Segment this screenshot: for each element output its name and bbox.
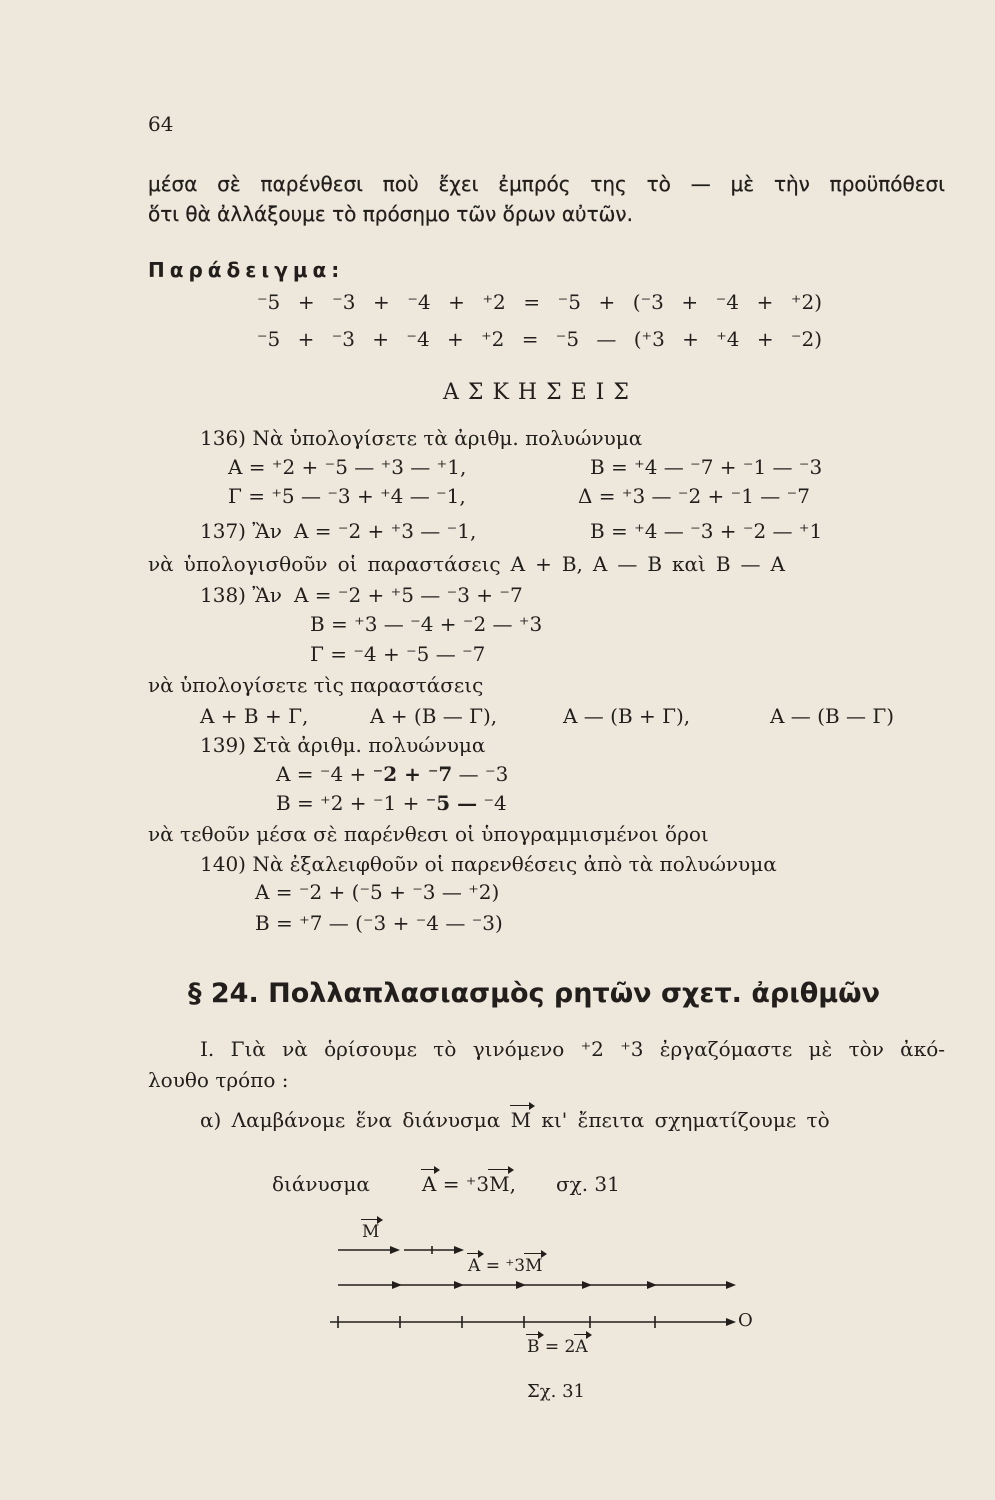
exercise-139-b-start: Β = ⁺2 + ⁻1 + xyxy=(276,791,426,815)
figure-label-m xyxy=(362,1222,379,1242)
exercise-137-prompt: 137) Ἂν xyxy=(200,519,282,543)
exercise-136-g: Γ = ⁺5 — ⁻3 + ⁺4 — ⁻1, xyxy=(228,484,466,508)
line-arrowhead xyxy=(726,1281,736,1289)
exercise-139-a-start: Α = ⁻4 + xyxy=(276,762,373,786)
section-paragraph-line-1: Ι. Γιὰ νὰ ὁρίσουμε τὸ γινόμενο ⁺2 ⁺3 ἐργαζόμαστε μὲ τὸν ἀκό- xyxy=(200,1037,945,1061)
example-label: Παράδειγμα: xyxy=(148,258,345,282)
exercise-137-b: Β = ⁺4 — ⁻3 + ⁻2 — ⁺1 xyxy=(590,519,823,543)
exercise-138-expression: Α — (Β — Γ) xyxy=(770,704,895,728)
step-a-line-1 xyxy=(200,1108,830,1132)
vector-a-symbol: Α xyxy=(421,1172,437,1196)
exercise-138-expression: Α + (Β — Γ), xyxy=(370,704,498,728)
exercise-138-expression: Α + Β + Γ, xyxy=(200,704,309,728)
figure-vector-a: Α xyxy=(468,1256,481,1276)
exercise-136-a: Α = ⁺2 + ⁻5 — ⁺3 — ⁺1, xyxy=(228,455,467,479)
vector-m-arrowhead xyxy=(390,1246,400,1254)
figure-origin-label: Ο xyxy=(738,1310,753,1331)
exercise-138-g: Γ = ⁻4 + ⁻5 — ⁻7 xyxy=(310,642,486,666)
exercise-136-b: Β = ⁺4 — ⁻7 + ⁻1 — ⁻3 xyxy=(590,455,823,479)
figure-vector-m: Μ xyxy=(362,1222,380,1242)
step-a-comma: , xyxy=(509,1172,516,1196)
exercise-139-task: νὰ τεθοῦν μέσα σὲ παρένθεσι οἱ ὑπογραμμισμένοι ὅροι xyxy=(148,822,709,846)
exercise-139-b xyxy=(276,791,507,815)
exercise-138-prompt: 138) Ἂν xyxy=(200,583,282,607)
step-a-equals: = ⁺3 xyxy=(442,1172,490,1196)
step-a-line-2 xyxy=(272,1172,620,1196)
intro-line-2: ὅτι θὰ ἀλλάξουμε τὸ πρόσημο τῶν ὅρων αὐτῶν. xyxy=(148,202,633,226)
exercise-138-task: νὰ ὑπολογίσετε τὶς παραστάσεις xyxy=(148,673,484,697)
line-arrowhead xyxy=(392,1281,402,1289)
section-paragraph-line-2: λουθο τρόπο : xyxy=(148,1068,289,1092)
figure-vector-a: Α xyxy=(575,1337,588,1357)
exercise-140-prompt: 140) Νὰ ἐξαλειφθοῦν οἱ παρενθέσεις ἀπὸ τὰ πολυώνυμα xyxy=(200,852,777,876)
step-a-start: α) Λαμβάνομε ἕνα διάνυσμα xyxy=(200,1108,501,1132)
exercise-140-b: Β = ⁺7 — (⁻3 + ⁻4 — ⁻3) xyxy=(255,911,503,935)
number-line-arrowhead xyxy=(726,1318,736,1326)
figure-label-a xyxy=(468,1256,543,1276)
vector-a-arrowhead xyxy=(454,1246,464,1254)
figure-label-b xyxy=(527,1337,588,1357)
figure-label-a-equals: = ⁺3 xyxy=(485,1256,526,1276)
exercise-138-a: Α = ⁻2 + ⁺5 — ⁻3 + ⁻7 xyxy=(294,583,523,607)
figure-reference: σχ. 31 xyxy=(555,1172,620,1196)
exercise-139-b-underlined-terms: ⁻5 — xyxy=(425,791,478,815)
line-arrowhead xyxy=(454,1281,464,1289)
exercise-139-a-underlined-terms: ⁻2 + ⁻7 xyxy=(372,762,453,786)
exercise-138-expression: Α — (Β + Γ), xyxy=(563,704,691,728)
vector-m-symbol: Μ xyxy=(510,1108,532,1132)
exercise-139-a-end: — ⁻3 xyxy=(452,762,509,786)
figure-vector-b: Β xyxy=(527,1337,540,1357)
exercise-139-b-end: ⁻4 xyxy=(477,791,507,815)
figure-label-b-equals: = 2 xyxy=(544,1337,576,1357)
line-arrowhead xyxy=(647,1281,657,1289)
line-arrowhead xyxy=(582,1281,592,1289)
intro-line-1: μέσα σὲ παρένθεσι ποὺ ἔχει ἐμπρός της τὸ — μὲ τὴν προϋπόθεσι xyxy=(148,172,945,196)
exercise-137-a: Α = ⁻2 + ⁺3 — ⁻1, xyxy=(294,519,477,543)
section-title: § 24. Πολλαπλασιασμὸς ρητῶν σχετ. ἀριθμῶν xyxy=(188,978,881,1009)
step-a-end: κι' ἔπειτα σχηματίζουμε τὸ xyxy=(541,1108,830,1132)
page-number: 64 xyxy=(148,112,174,136)
exercise-137-task: νὰ ὑπολογισθοῦν οἱ παραστάσεις Α + Β, Α — Β καὶ Β — Α xyxy=(148,552,785,576)
exercise-138-b: Β = ⁺3 — ⁻4 + ⁻2 — ⁺3 xyxy=(310,612,543,636)
example-line-1: ⁻5 + ⁻3 + ⁻4 + ⁺2 = ⁻5 + (⁻3 + ⁻4 + ⁺2) xyxy=(257,290,822,314)
vector-m-symbol: Μ xyxy=(489,1172,510,1196)
exercises-heading: ΑΣΚΗΣΕΙΣ xyxy=(443,380,638,405)
exercise-136-prompt: 136) Νὰ ὑπολογίσετε τὰ ἀριθμ. πολυώνυμα xyxy=(200,426,643,450)
exercise-140-a: Α = ⁻2 + (⁻5 + ⁻3 — ⁺2) xyxy=(255,880,500,904)
step-a-word: διάνυσμα xyxy=(272,1172,370,1196)
exercise-136-d: Δ = ⁺3 — ⁻2 + ⁻1 — ⁻7 xyxy=(578,484,810,508)
figure-vector-m: Μ xyxy=(525,1256,543,1276)
exercise-139-prompt: 139) Στὰ ἀριθμ. πολυώνυμα xyxy=(200,733,486,757)
line-arrowhead xyxy=(516,1281,526,1289)
figure-caption: Σχ. 31 xyxy=(527,1381,585,1402)
example-line-2: ⁻5 + ⁻3 + ⁻4 + ⁺2 = ⁻5 — (⁺3 + ⁺4 + ⁻2) xyxy=(257,327,822,351)
exercise-139-a xyxy=(276,762,508,786)
